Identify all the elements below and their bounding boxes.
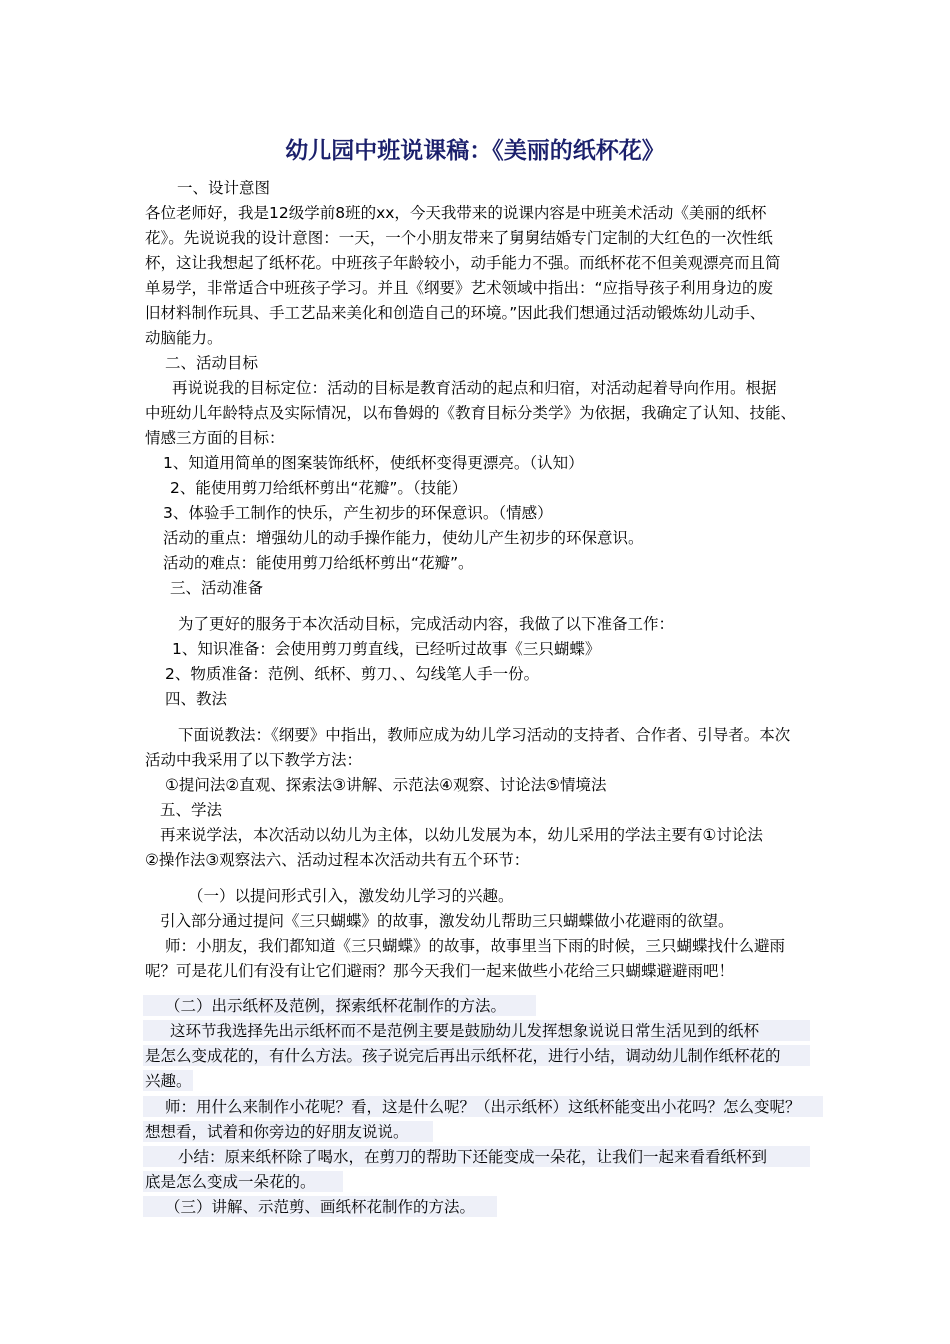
paragraph-line: 下面说教法：《纲要》中指出，教师应成为幼儿学习活动的支持者、合作者、引导者。本次 xyxy=(178,726,791,744)
paragraph-line: 为了更好的服务于本次活动目标，完成活动内容，我做了以下准备工作： xyxy=(178,615,675,633)
paragraph-line: 这环节我选择先出示纸杯而不是范例主要是鼓励幼儿发挥想象说说日常生活见到的纸杯 xyxy=(170,1022,760,1040)
paragraph-line: 活动的难点：能使用剪刀给纸杯剪出“花瓣”。 xyxy=(163,554,474,572)
paragraph-line: 活动中我采用了以下教学方法： xyxy=(145,751,363,769)
paragraph-line: 情感三方面的目标： xyxy=(145,429,285,447)
step-heading: （三）讲解、示范剪、画纸杯花制作的方法。 xyxy=(165,1198,476,1216)
goal-item: 1、知道用简单的图案装饰纸杯，使纸杯变得更漂亮。（认知） xyxy=(163,454,584,472)
section-heading: 一、设计意图 xyxy=(177,179,271,197)
paragraph-line: 旧材料制作玩具、手工艺品来美化和创造自己的环境。”因此我们想通过活动锻炼幼儿动手、 xyxy=(145,304,766,322)
section-heading: 五、学法 xyxy=(160,801,223,819)
paragraph-line: 底是怎么变成一朵花的。 xyxy=(145,1173,316,1191)
method-list: ①提问法②直观、探索法③讲解、示范法④观察、讨论法⑤情境法 xyxy=(165,776,607,794)
step-heading: （一）以提问形式引入，激发幼儿学习的兴趣。 xyxy=(188,887,514,905)
paragraph-line: 中班幼儿年龄特点及实际情况，以布鲁姆的《教育目标分类学》为依据，我确定了认知、技能、 xyxy=(145,404,797,422)
paragraph-line: 再来说学法，本次活动以幼儿为主体，以幼儿发展为本，幼儿采用的学法主要有①讨论法 xyxy=(160,826,763,844)
paragraph-line: 想想看，试着和你旁边的好朋友说说。 xyxy=(145,1123,409,1141)
paragraph-line: 呢？可是花儿们有没有让它们避雨？那今天我们一起来做些小花给三只蝴蝶避避雨吧！ xyxy=(145,962,735,980)
paragraph-line: 兴趣。 xyxy=(145,1072,192,1090)
paragraph-line: ②操作法③观察法六、活动过程本次活动共有五个环节： xyxy=(145,851,530,869)
paragraph-line: 杯，这让我想起了纸杯花。中班孩子年龄较小，动手能力不强。而纸杯花不但美观漂亮而且简 xyxy=(145,254,781,272)
paragraph-line: 动脑能力。 xyxy=(145,329,223,347)
paragraph-line: 各位老师好，我是12级学前8班的xx，今天我带来的说课内容是中班美术活动《美丽的纸杯 xyxy=(145,204,767,222)
paragraph-line: 花》。先说说我的设计意图：一天，一个小朋友带来了舅舅结婚专门定制的大红色的一次性纸 xyxy=(145,229,773,247)
paragraph-line: 师：用什么来制作小花呢？看，这是什么呢？（出示纸杯）这纸杯能变出小花吗？怎么变呢？ xyxy=(165,1098,801,1116)
paragraph-line: 活动的重点：增强幼儿的动手操作能力，使幼儿产生初步的环保意识。 xyxy=(163,529,644,547)
goal-item: 3、体验手工制作的快乐，产生初步的环保意识。（情感） xyxy=(163,504,553,522)
paragraph-line: 师：小朋友，我们都知道《三只蝴蝶》的故事，故事里当下雨的时候，三只蝴蝶找什么避雨 xyxy=(165,937,786,955)
section-heading: 四、教法 xyxy=(165,690,228,708)
paragraph-line: 引入部分通过提问《三只蝴蝶》的故事，激发幼儿帮助三只蝴蝶做小花避雨的欲望。 xyxy=(160,912,734,930)
paragraph-line: 是怎么变成花的，有什么方法。孩子说完后再出示纸杯花，进行小结，调动幼儿制作纸杯花的 xyxy=(145,1047,781,1065)
section-heading: 三、活动准备 xyxy=(170,579,264,597)
paragraph-line: 单易学，非常适合中班孩子学习。并且《纲要》艺术领域中指出：“应指导孩子利用身边的废 xyxy=(145,279,774,297)
prep-item: 1、知识准备：会使用剪刀剪直线，已经听过故事《三只蝴蝶》 xyxy=(172,640,601,658)
prep-item: 2、物质准备：范例、纸杯、剪刀、、勾线笔人手一份。 xyxy=(165,665,540,683)
goal-item: 2、能使用剪刀给纸杯剪出“花瓣”。（技能） xyxy=(170,479,468,497)
paragraph-line: 再说说我的目标定位：活动的目标是教育活动的起点和归宿，对活动起着导向作用。根据 xyxy=(172,379,777,397)
section-heading: 二、活动目标 xyxy=(165,354,259,372)
document-title: 幼儿园中班说课稿：《美丽的纸杯花》 xyxy=(285,138,665,164)
paragraph-line: 小结：原来纸杯除了喝水，在剪刀的帮助下还能变成一朵花，让我们一起来看看纸杯到 xyxy=(178,1148,768,1166)
step-heading: （二）出示纸杯及范例，探索纸杯花制作的方法。 xyxy=(165,997,507,1015)
